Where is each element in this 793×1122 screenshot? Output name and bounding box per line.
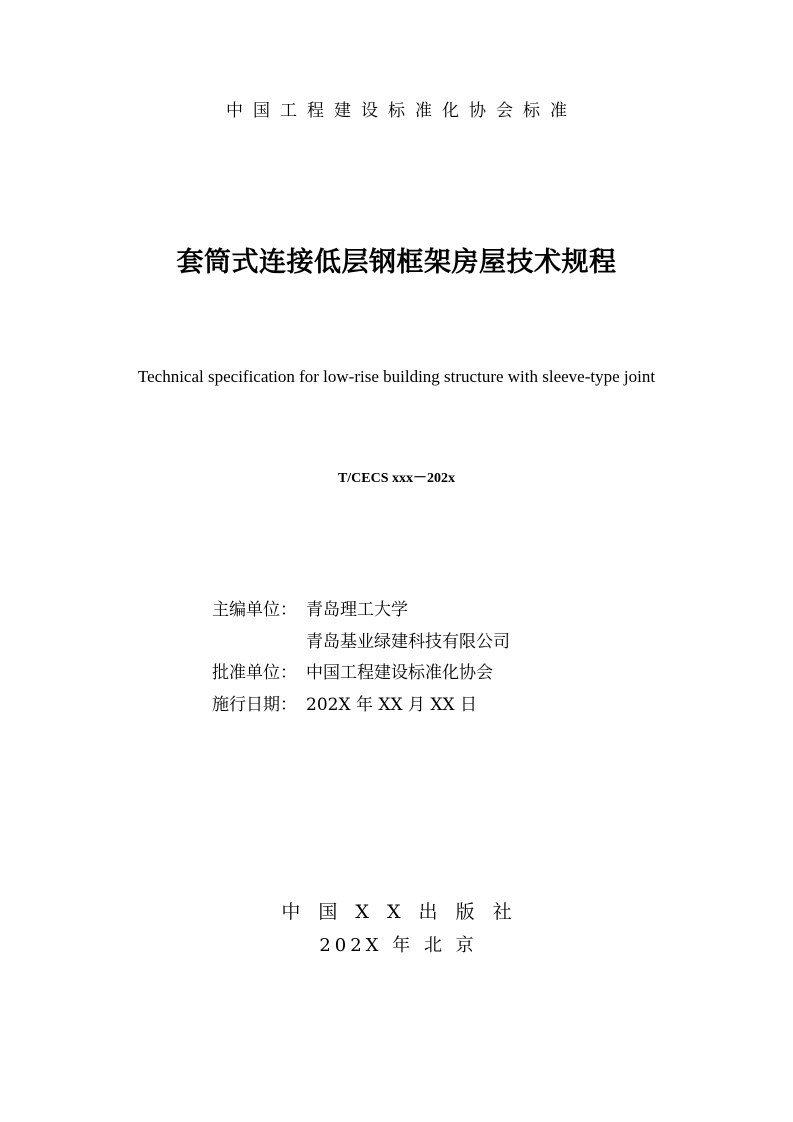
english-title: Technical specification for low-rise building structure with sleeve-type joint xyxy=(137,367,656,386)
chinese-title: 套筒式连接低层钢框架房屋技术规程 xyxy=(176,247,617,278)
effective-date-row xyxy=(212,687,510,719)
standard-code: T/CECS xxx－202x xyxy=(337,471,456,486)
approval-row xyxy=(212,655,510,687)
chief-editor-value-2: 青岛基业绿建科技有限公司 xyxy=(306,631,510,652)
publisher-name: 中 国 X X 出 版 社 xyxy=(281,901,518,923)
publication-place-year: 202X 年 北 京 xyxy=(319,935,478,956)
chief-editor-value-1: 青岛理工大学 xyxy=(306,600,408,621)
chief-editor-row-2 xyxy=(212,624,510,656)
effective-date-label: 施行日期： xyxy=(212,694,297,715)
association-header: 中国工程建设标准化协会标准 xyxy=(226,101,577,121)
chief-editor-label: 主编单位： xyxy=(212,600,297,621)
approval-label: 批准单位： xyxy=(212,663,297,684)
approval-value: 中国工程建设标准化协会 xyxy=(306,663,493,684)
effective-date-value: 202X 年 XX 月 XX 日 xyxy=(306,694,477,715)
info-block xyxy=(212,592,510,718)
chief-editor-row xyxy=(212,592,510,624)
